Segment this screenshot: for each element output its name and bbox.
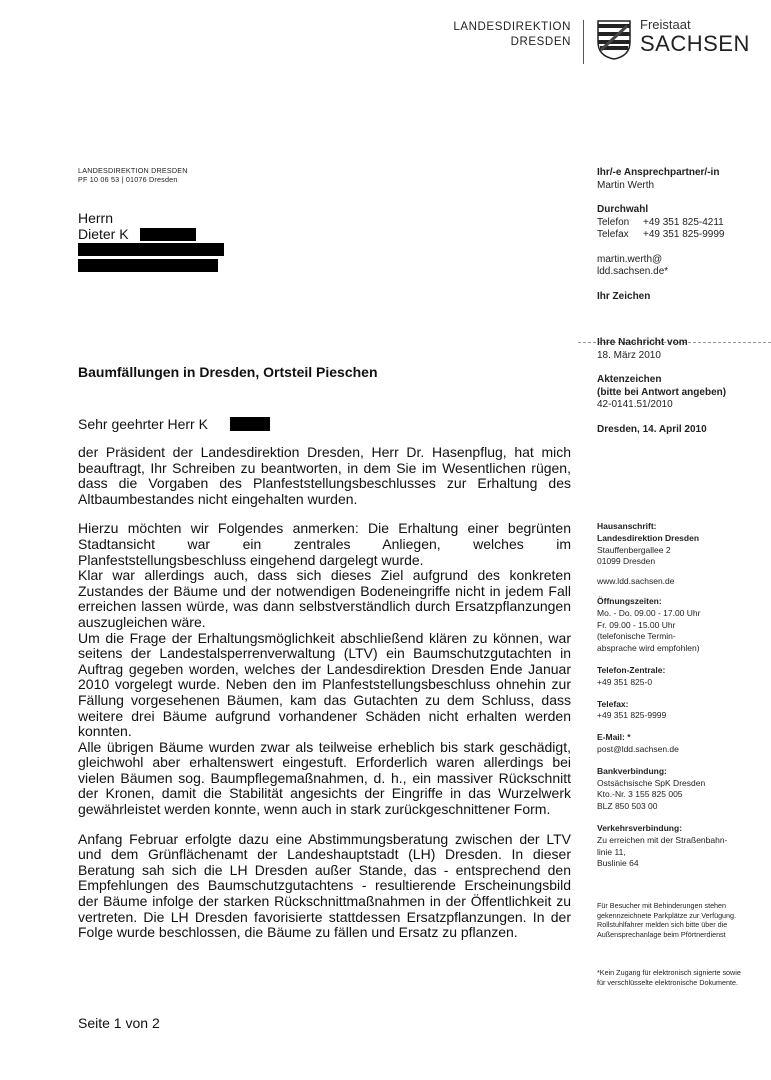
sender-line2: PF 10 06 53 | 01076 Dresden xyxy=(78,175,178,184)
aktenzeichen-label: Aktenzeichen xyxy=(597,374,662,385)
ihr-zeichen-label: Ihr Zeichen xyxy=(597,290,651,302)
signature-note: *Kein Zugang für elektronisch signierte sowie für verschlüsselte elektronische Dokumente. xyxy=(597,968,741,987)
email-value: post@ldd.sachsen.de xyxy=(597,743,679,754)
email-line1: martin.werth@ xyxy=(597,253,663,265)
bank-label: Bankverbindung: xyxy=(597,765,667,776)
street: Stauffenbergallee 2 xyxy=(597,544,671,555)
telefon-value: +49 351 825-4211 xyxy=(643,216,724,228)
verkehr-line: linie 11, xyxy=(597,846,626,857)
letter-date: Dresden, 14. April 2010 xyxy=(597,423,707,435)
oeffnung-line: (telefonische Termin- xyxy=(597,631,676,642)
body-paragraph: Alle übrigen Bäume wurden zwar als teilweise erheblich bis stark geschädigt, gleichwohl aber erhaltenswert eingestuft. Erforderlich waren allerdings bei vielen Bäumen sog. Baumpflegemaßnahmen, d. h., ein massiver Rückschnitt der Kronen, damit die Stabilität angesichts der Eingriffe in das Wurzelwerk gewährleistet werden konnte, wenn auch in stark zurückgeschnittener Form. xyxy=(78,738,571,818)
recipient-address xyxy=(78,210,129,242)
fax-label: Telefax: xyxy=(597,698,629,709)
sidebar-contact xyxy=(597,167,724,303)
oeffnung-label: Öffnungszeiten: xyxy=(597,595,662,606)
redaction-bar xyxy=(78,243,224,256)
body-paragraph: Klar war allerdings auch, dass sich dieses Ziel aufgrund des konkreten Zustandes der Bäume und der notwendigen Bodeneingriffe nicht in jedem Fall erreichen lassen würde, was dann selbstverständlich durch Ersatzpflanzungen auszugleichen wäre. xyxy=(78,567,571,630)
authority-name xyxy=(453,20,571,50)
durchwahl-label: Durchwahl xyxy=(597,204,649,215)
oeffnung-line: absprache wird empfohlen) xyxy=(597,643,700,654)
verkehr-label: Verkehrsverbindung: xyxy=(597,822,683,833)
saxony-crest-icon xyxy=(597,20,631,60)
nachricht-date: 18. März 2010 xyxy=(597,349,661,361)
body-paragraph: Anfang Februar erfolgte dazu eine Abstimmungsberatung zwischen der LTV und dem Grünflächenamt der Landeshauptstadt (LH) Dresden. In dieser Beratung sah sich die LH Dresden außer Stande, das - entsprechend den Empfehlungen des Baumschutzgutachtens - resultierende Erscheinungsbild der Bäume infolge der starken Rückschnittmaßnahmen in der Öffentlichkeit zu vertreten. Die LH Dresden favorisierte stattdessen Ersatzpflanzungen. In der Folge wurde beschlossen, die Bäume zu fällen und Ersatz zu pflanzen. xyxy=(78,830,571,941)
email-label: E-Mail: * xyxy=(597,732,631,743)
redaction-bar xyxy=(78,259,218,272)
redaction-bar xyxy=(230,417,270,431)
bank-line: Ostsächsische SpK Dresden xyxy=(597,777,706,788)
telefax-value: +49 351 825-9999 xyxy=(643,229,725,240)
letter-body xyxy=(78,445,571,955)
contact-name: Martin Werth xyxy=(597,179,655,191)
nachricht-label: Ihre Nachricht vom xyxy=(597,337,688,348)
telefon-label: Telefon xyxy=(597,216,630,228)
bank-line: Kto.-Nr. 3 155 825 005 xyxy=(597,789,683,800)
contact-label: Ihr/-e Ansprechpartner/-in xyxy=(597,167,720,178)
telefax-label: Telefax xyxy=(597,229,629,240)
recipient-name: Dieter K xyxy=(78,226,129,242)
zentrale-value: +49 351 825-0 xyxy=(597,676,653,687)
city: 01099 Dresden xyxy=(597,556,656,567)
sidebar-address xyxy=(597,521,727,870)
sidebar-reference xyxy=(597,337,726,436)
body-paragraph: der Präsident der Landesdirektion Dresden, Herr Dr. Hasenpflug, hat mich beauftragt, Ihr Schreiben zu beantworten, in dem Sie im Wesentlichen rügen, dass die Vorgaben des Planfeststellungsbeschlusses zur Erhaltung des Altbaumbestandes nicht eingehalten wurden. xyxy=(78,444,571,507)
letter-greeting: Sehr geehrter Herr K xyxy=(78,416,208,432)
authority-line1: LANDESDIREKTION xyxy=(453,21,571,33)
oeffnung-line: Fr. 09.00 - 15.00 Uhr xyxy=(597,619,676,630)
body-paragraph: Hierzu möchten wir Folgendes anmerken: Die Erhaltung einer begrünten Stadtansicht war ein zentrales Anliegen, welches im Planfeststellungsbeschluss eingehend dargelegt wurde. xyxy=(78,520,571,568)
zentrale-label: Telefon-Zentrale: xyxy=(597,664,666,675)
recipient-salutation: Herrn xyxy=(78,210,114,226)
aktenzeichen-hint: (bitte bei Antwort angeben) xyxy=(597,386,727,398)
sender-line xyxy=(78,166,188,184)
verkehr-line: Buslinie 64 xyxy=(597,858,639,869)
email-line2: ldd.sachsen.de* xyxy=(597,266,669,277)
sender-line1: LANDESDIREKTION DRESDEN xyxy=(78,166,188,175)
verkehr-line: Zu erreichen mit der Straßenbahn- xyxy=(597,834,728,845)
letter-subject: Baumfällungen in Dresden, Ortsteil Pieschen xyxy=(78,364,378,380)
authority-line2: DRESDEN xyxy=(510,36,571,48)
website: www.ldd.sachsen.de xyxy=(597,576,675,587)
page-number: Seite 1 von 2 xyxy=(78,1015,160,1031)
hausanschrift-label: Hausanschrift: xyxy=(597,521,657,531)
sachsen-label: SACHSEN xyxy=(640,31,750,56)
oeffnung-line: Mo. - Do. 09.00 - 17.00 Uhr xyxy=(597,607,701,618)
fax-value: +49 351 825-9999 xyxy=(597,710,667,721)
accessibility-note: Für Besucher mit Behinderungen stehen gekennzeichnete Parkplätze zur Verfügung. Rollstuhlfahrer melden sich bitte über die Außensprechanlage beim Pförtnerdienst xyxy=(597,901,737,939)
bank-line: BLZ 850 503 00 xyxy=(597,801,658,812)
header-divider xyxy=(583,20,584,64)
redaction-bar xyxy=(140,228,196,241)
hausanschrift-name: Landesdirektion Dresden xyxy=(597,532,700,543)
body-paragraph: Um die Frage der Erhaltungsmöglichkeit abschließend klären zu können, war seitens der Landestalsperrenverwaltung (LTV) ein Baumschutzgutachten in Auftrag gegeben worden, welches der Landesdirektion Dresden Ende Januar 2010 vorgelegt wurde. Neben den im Planfeststellungsbeschluss ohnehin zur Fällung vorgesehenen Bäumen, kam das Gutachten zu dem Schluss, dass weitere drei Bäume aufgrund vorhandener Schäden nicht erhalten werden konnten. xyxy=(78,629,571,740)
aktenzeichen-value: 42-0141.51/2010 xyxy=(597,399,673,410)
freistaat-label: Freistaat xyxy=(640,17,691,32)
